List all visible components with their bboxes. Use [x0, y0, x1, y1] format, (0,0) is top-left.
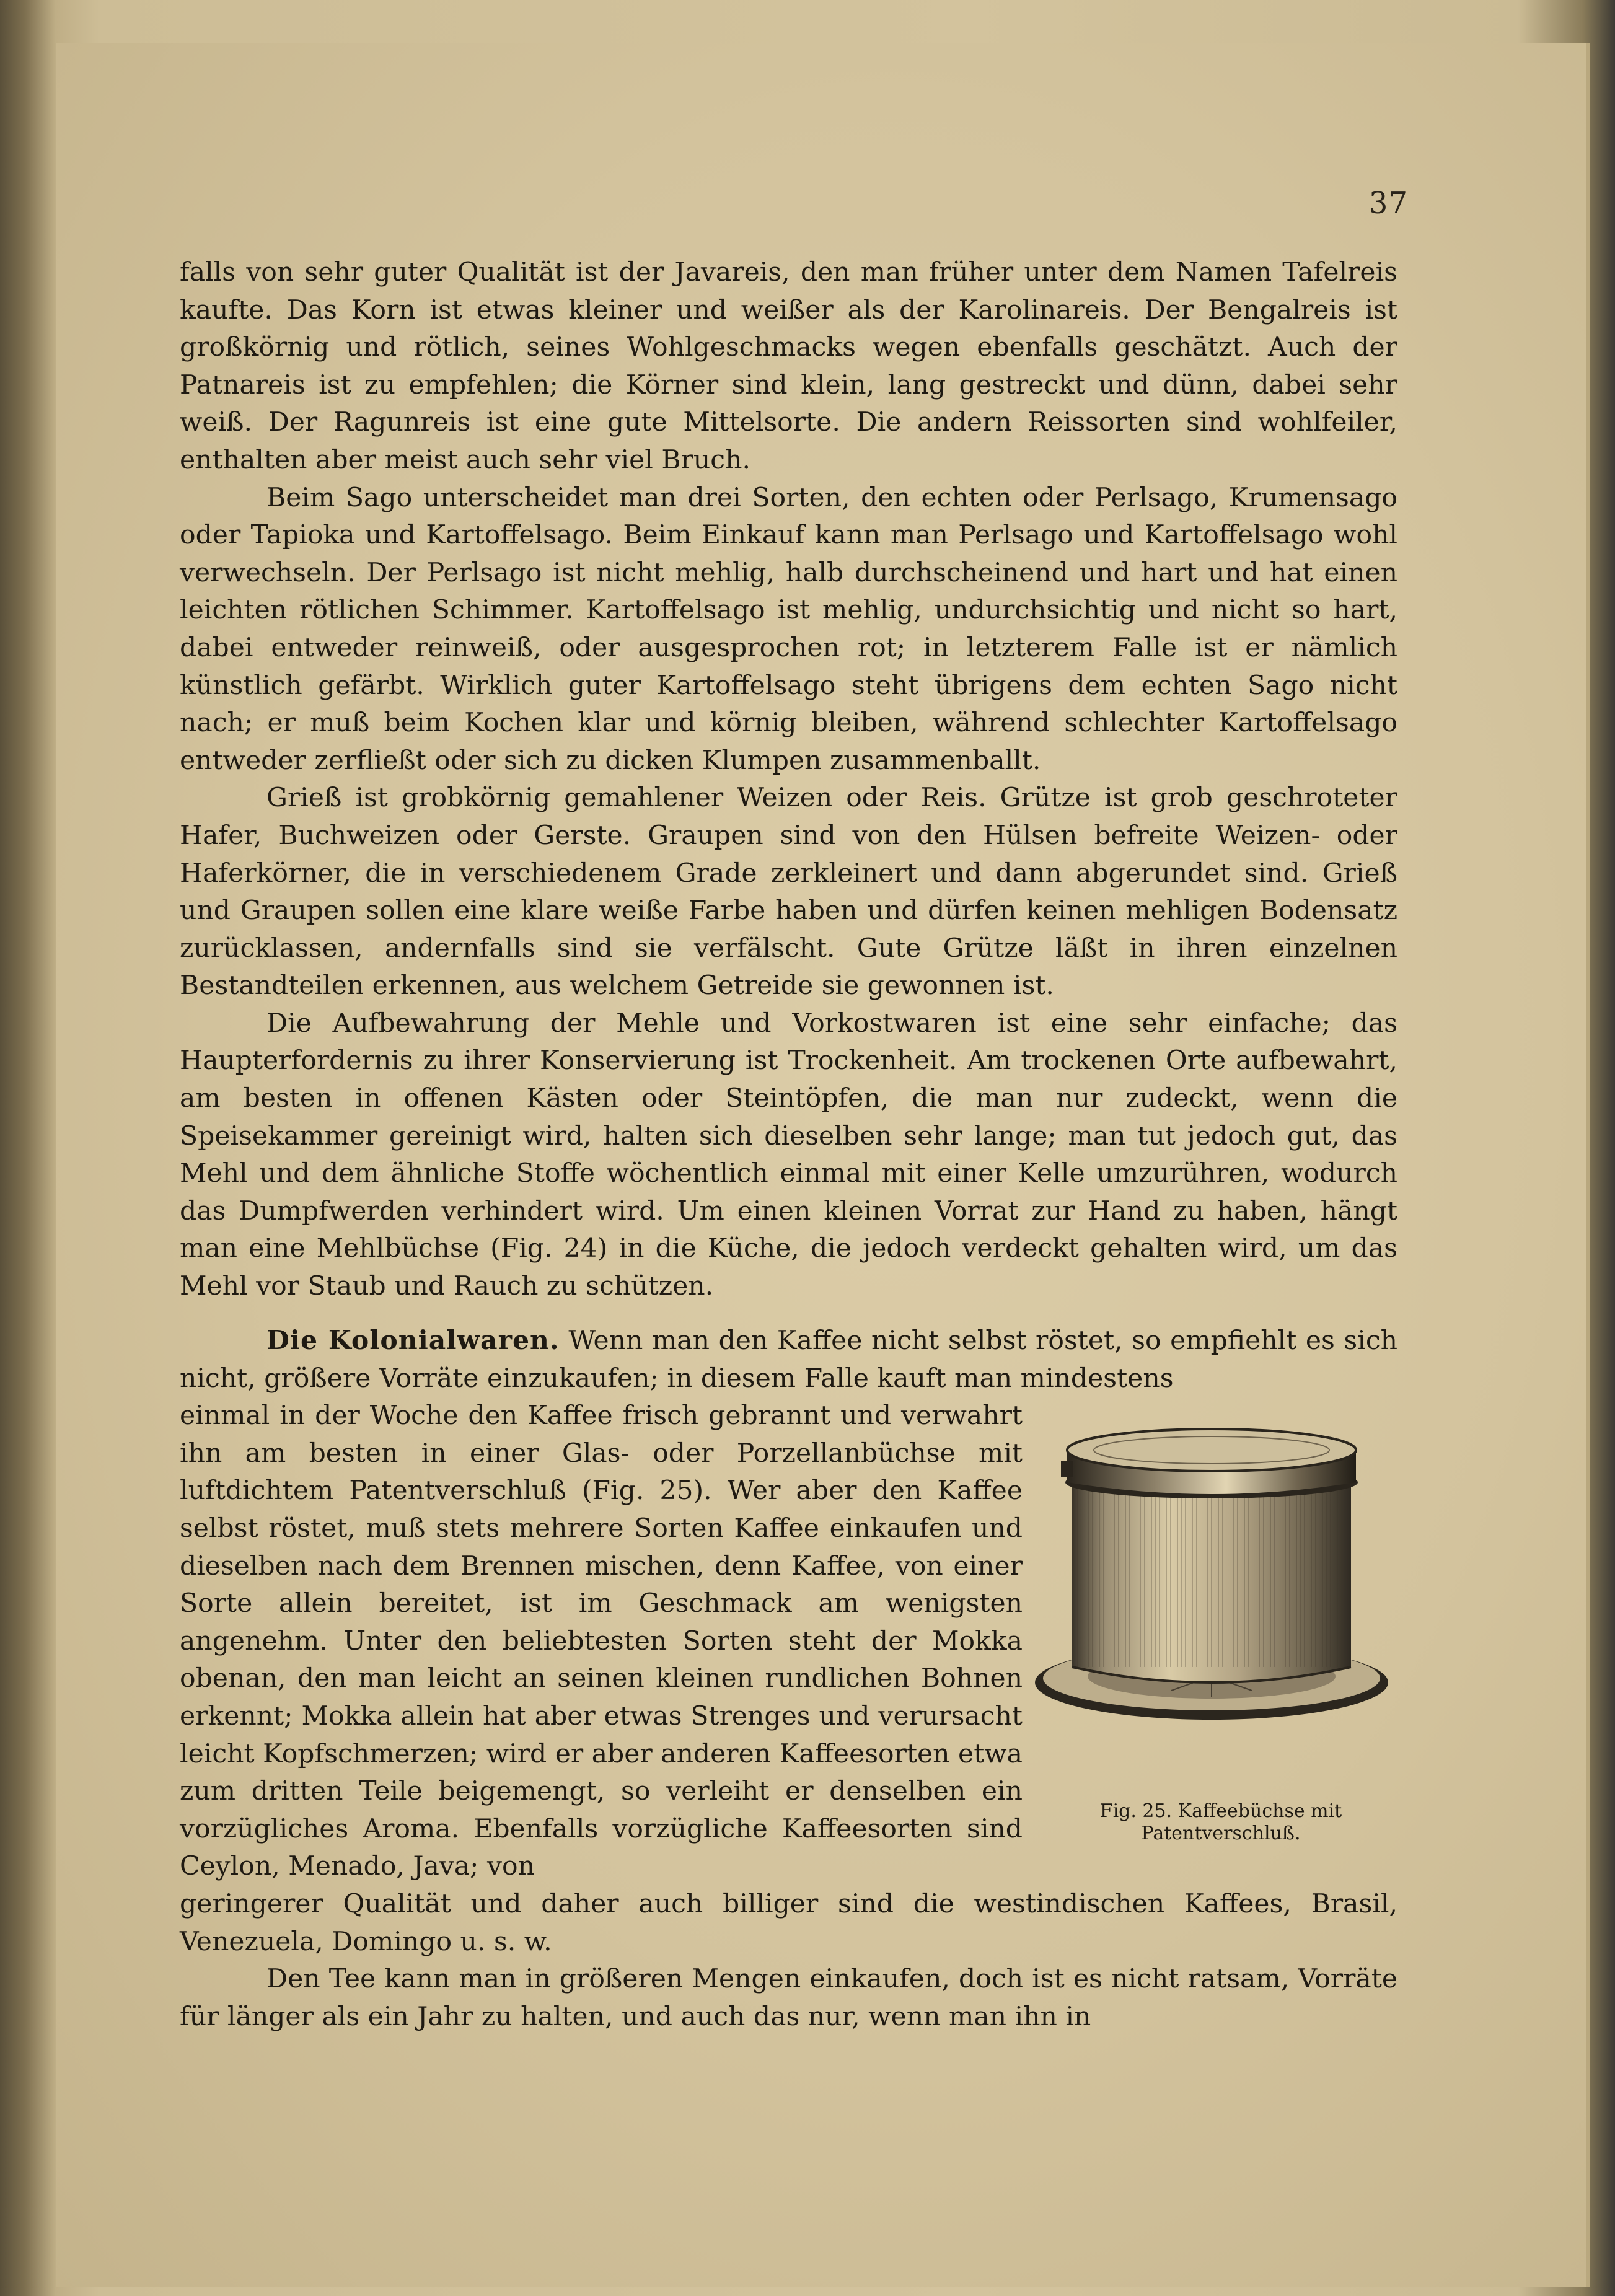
paragraph-sago: Beim Sago unterscheidet man drei Sorten, den echten oder Perlsago, Krumensago oder Tapioka und Kartoffelsago. Beim Einkauf kann man Perlsago und Kartoffelsago wohl verwechseln. Der Perlsago ist nicht mehlig, halb durchscheinend und hart und hat einen leichten rötlichen Schimmer. Kartoffelsago ist mehlig, undurchsichtig und nicht so hart, dabei entweder reinweiß, oder ausgesprochen rot; in letzterem Falle ist er nämlich künstlich gefärbt. Wirklich guter Kartoffelsago steht übrigens dem echten Sago nicht nach; er muß beim Kochen klar und körnig bleiben, während schlechter Kartoffelsago entweder zerfließt oder sich zu dicken Klumpen zusammenballt.	[180, 482, 1397, 776]
paragraph-kaffee-float: einmal in der Woche den Kaffee frisch gebrannt und verwahrt ihn am besten in einer Glas- oder Porzellanbüchse mit luftdichtem Patentverschluß (Fig. 25). Wer aber den Kaffee selbst röstet, muß stets mehrere Sorten Kaffee einkaufen und dieselben nach dem Brennen mischen, denn Kaffee, von einer Sorte allein bereitet, ist im Geschmack am wenigsten angenehm. Unter den beliebtesten Sorten steht der Mokka obenan, den man leicht an seinen kleinen rundlichen Bohnen erkennt; Mokka allein hat aber etwas Strenges und verursacht leicht Kopfschmerzen; wird er aber anderen Kaffeesorten etwa zum dritten Teile beigemengt, so verleiht er denselben ein vorzügliches Aroma. Ebenfalls vorzügliche Kaffeesorten sind Ceylon, Menado, Java; von	[180, 1401, 1023, 1882]
paragraph-kaffee-intro	[180, 1322, 1397, 1397]
paragraph-aufbewahrung: Die Aufbewahrung der Mehle und Vorkostwaren ist eine sehr einfache; das Haupterfordernis zu ihrer Konservierung ist Trockenheit. Am trockenen Orte aufbewahrt, am besten in offenen Kästen oder Steintöpfen, die man nur zudeckt, wenn die Speisekammer gereinigt wird, halten sich dieselben sehr lange; man tut jedoch gut, das Mehl und dem ähnliche Stoffe wöchentlich einmal mit einer Kelle umzurühren, wodurch das Dumpfwerden verhindert wird. Um einen kleinen Vorrat zur Hand zu haben, hängt man eine Mehlbüchse (Fig. 24) in die Küche, die jedoch verdeckt gehalten wird, um das Mehl vor Staub und Rauch zu schützen.	[180, 1008, 1397, 1302]
kaffee-intro-text: Wenn man den Kaffee nicht selbst röstet, so empfiehlt es sich nicht, größere Vorräte einzukaufen; in diesem Falle kauft man mindestens	[180, 1326, 1397, 1394]
figure-caption-line1: Fig. 25. Kaffeebüchse mit	[1099, 1800, 1342, 1822]
section-heading: Die Kolonialwaren.	[266, 1325, 560, 1356]
figure-caption-line2: Patentverschluß.	[1141, 1823, 1301, 1844]
paragraph-tee: Den Tee kann man in größeren Mengen einkaufen, doch ist es nicht ratsam, Vorräte für länger als ein Jahr zu halten, und auch das nur, wenn man ihn in	[180, 1964, 1397, 2032]
coffee-canister-illustration	[1029, 1425, 1394, 1723]
paragraph-reis: falls von sehr guter Qualität ist der Javareis, den man früher unter dem Namen Tafelreis kaufte. Das Korn ist etwas kleiner und weißer als der Karolinareis. Der Bengalreis ist großkörnig und rötlich, seines Wohlgeschmacks wegen ebenfalls geschätzt. Auch der Patnareis ist zu empfehlen; die Körner sind klein, lang gestreckt und dünn, dabei sehr weiß. Der Ragunreis ist eine gute Mittelsorte. Die andern Reissorten sind wohlfeiler, enthalten aber meist auch sehr viel Bruch.	[180, 257, 1397, 475]
paragraph-griess: Grieß ist grobkörnig gemahlener Weizen oder Reis. Grütze ist grob geschroteter Hafer, Buchweizen oder Gerste. Graupen sind von den Hülsen befreite Weizen- oder Haferkörner, die in verschiedenem Grade zerkleinert und dann abgerundet sind. Grieß und Graupen sollen eine klare weiße Farbe haben und dürfen keinen mehligen Bodensatz zurücklassen, andernfalls sind sie verfälscht. Gute Grütze läßt in ihren einzelnen Bestandteilen erkennen, aus welchem Getreide sie gewonnen ist.	[180, 783, 1397, 1001]
page-number: 37	[1368, 186, 1408, 221]
text-block-top	[180, 254, 1397, 1306]
paragraph-kaffee-after: geringerer Qualität und daher auch billiger sind die westindischen Kaffees, Brasil, Venezuela, Domingo u. s. w.	[180, 1888, 1397, 1957]
figure-caption	[1047, 1800, 1394, 1845]
